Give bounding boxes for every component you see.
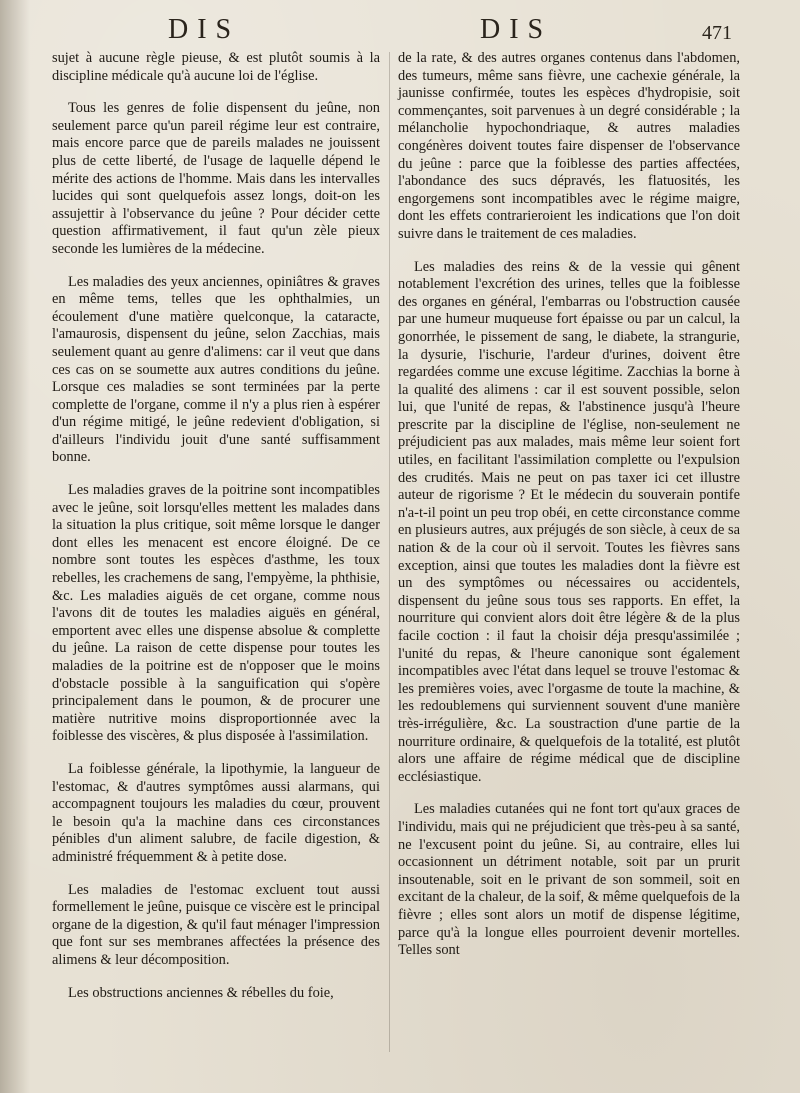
paragraph: Les maladies des reins & de la vessie qui gênent notablement l'excrétion des urines, telles que la foiblesse des organes en général, l'embarras ou l'obstruction causée par une humeur muqueuse fort épaisse ou par un calcul, la gonorrhée, le pissement de sang, le diabete, la strangurie, la dysurie, l'ischurie, l'ardeur d'urines, doivent être regardées comme une excuse légitime. Zacchias la borne à la qualité des alimens : car il est souvent possible, selon lui, que l'unité de repas, & l'abstinence jusqu'à l'heure prescrite par la discipline de l'église, non-seulement ne préjudicient pas aux malades, mais même leur soient fort utiles, en facilitant l'assimilation complette ou l'expulsion des crudités. Mais ne peut on pas taxer ici cet illustre auteur de rigorisme ? Et le médecin du souverain pontife n'a-t-il point un peu trop obéi, en cette circonstance comme en plusieurs autres, aux préjugés de son siècle, à ceux de sa nation & de la cour où il servoit. Toutes les fièvres sans exception, ainsi que toutes les maladies dont la fièvre est un des symptômes ou nécessaires ou accidentels, dispensent du jeûne sous tous ses rapports. En effet, la nourriture qui convient alors doit être légère & de la plus facile coction : il faut la choisir déja presqu'assimilée ; l'unité du repas, & l'heure canonique sont également incompatibles avec l'état dans lequel se trouve l'estomac & les premières voies, avec l'orgasme de toute la machine, & les redoublemens qui surviennent souvent d'une manière très-irrégulière, &c. La soustraction d'une partie de la nourriture ordinaire, & quelquefois de la totalité, est plutôt alors une affaire de régime médical que de discipline ecclésiastique. bbox=[398, 258, 740, 785]
paragraph: Les obstructions anciennes & rébelles du foie, bbox=[68, 984, 334, 1001]
right-column bbox=[398, 50, 740, 960]
paragraph: Les maladies des yeux anciennes, opiniâtres & graves en même tems, telles que les ophthalmies, un écoulement d'une matière quelconque, la cataracte, l'amaurosis, dispensent du jeûne, selon Zacchias, mais seulement quant au genre d'alimens: car il veut que dans ces cas on se soumette aux autres conditions du jeûne. Lorsque ces maladies se sont terminées par la perte complette de l'organe, comme il n'y a plus rien à espérer d'un régime mitigé, le jeûne redevient d'obligation, si d'ailleurs l'individu jouit d'une santé suffisamment bonne. bbox=[52, 273, 380, 466]
paragraph: La foiblesse générale, la lipothymie, la langueur de l'estomac, & d'autres symptômes aussi alarmans, qui accompagnent toujours les maladies du cœur, prouvent le besoin qu'a la machine dans ces circonstances pénibles d'un aliment salubre, de facile digestion, & administré fréquemment & à petite dose. bbox=[52, 760, 380, 865]
running-head-left: DIS bbox=[168, 14, 241, 45]
paragraph: de la rate, & des autres organes contenus dans l'abdomen, des tumeurs, même sans fièvre, une cachexie générale, la jaunisse confirmée, toutes les espèces d'hydropisie, soit commençantes, soit parvenues à un degré considérable ; la mélancholie hypochondriaque, & autres maladies congénères doivent toutes faire dispenser de l'observance du jeûne : parce que la foiblesse des parties affectées, l'abondance des sucs dépravés, les flatuosités, les engorgemens sont incompatibles avec le régime maigre, dont les effets contrarieroient les indications que l'on doit suivre dans le traitement de ces maladies. bbox=[398, 50, 740, 242]
paragraph: Les maladies cutanées qui ne font tort qu'aux graces de l'individu, mais qui ne préjudicient que très-peu à sa santé, ne l'excusent point du jeûne. Si, au contraire, elles lui occasionnent un détriment notable, soit par un prurit insoutenable, soit en le privant de son sommeil, soit en excitant de la chaleur, de la soif, & même quelquefois de la fièvre ; elles sont alors un motif de dispense légitime, parce qu'à la longue elles pourroient devenir mortelles. Telles sont bbox=[398, 801, 740, 959]
paragraph: Les maladies graves de la poitrine sont incompatibles avec le jeûne, soit lorsqu'elles mettent les malades dans la situation la plus critique, soit même lorsque le danger dont elles les menacent est encore éloigné. De ce nombre sont toutes les espèces d'asthme, les toux rebelles, les crachemens de sang, l'empyème, la phthisie, &c. Les maladies aiguës de cet organe, comme nous l'avons dit de toutes les maladies aiguës en général, emportent avec elles une dispense absolue & complette du jeûne. La raison de cette dispense pour toutes les maladies de la poitrine est de n'opposer que le moins d'obstacle possible à la sanguification qui s'opère principalement dans le poumon, & de procurer une matière nutritive moins disproportionnée avec la foiblesse des viscères, & plus disposée à l'assimilation. bbox=[52, 482, 380, 745]
paragraph: sujet à aucune règle pieuse, & est plutôt soumis à la discipline médicale qu'à aucune loi de l'église. bbox=[52, 50, 380, 84]
paragraph: Les maladies de l'estomac excluent tout aussi formellement le jeûne, puisque ce viscère est le principal organe de la digestion, & qu'il faut ménager l'impression que font sur ses membranes affectées la présence des alimens & leur décomposition. bbox=[52, 881, 380, 968]
page-number: 471 bbox=[702, 22, 732, 44]
paragraph: Tous les genres de folie dispensent du jeûne, non seulement parce qu'un pareil régime leur est contraire, mais encore parce que de pareils malades ne jouissent plus de cette liberté, de l'usage de laquelle dépend le mérite des actions de l'homme. Mais dans les intervalles lucides qui sont quelquefois assez longs, doit-on les assujettir à l'observance du jeûne ? Pour décider cette question affirmativement, il faut qu'un zèle pieux seconde les lumières de la médecine. bbox=[52, 100, 380, 257]
left-column bbox=[52, 50, 380, 1002]
page-gutter-shadow bbox=[0, 0, 30, 1093]
running-head-right: DIS bbox=[480, 14, 553, 45]
column-divider bbox=[389, 52, 390, 1052]
